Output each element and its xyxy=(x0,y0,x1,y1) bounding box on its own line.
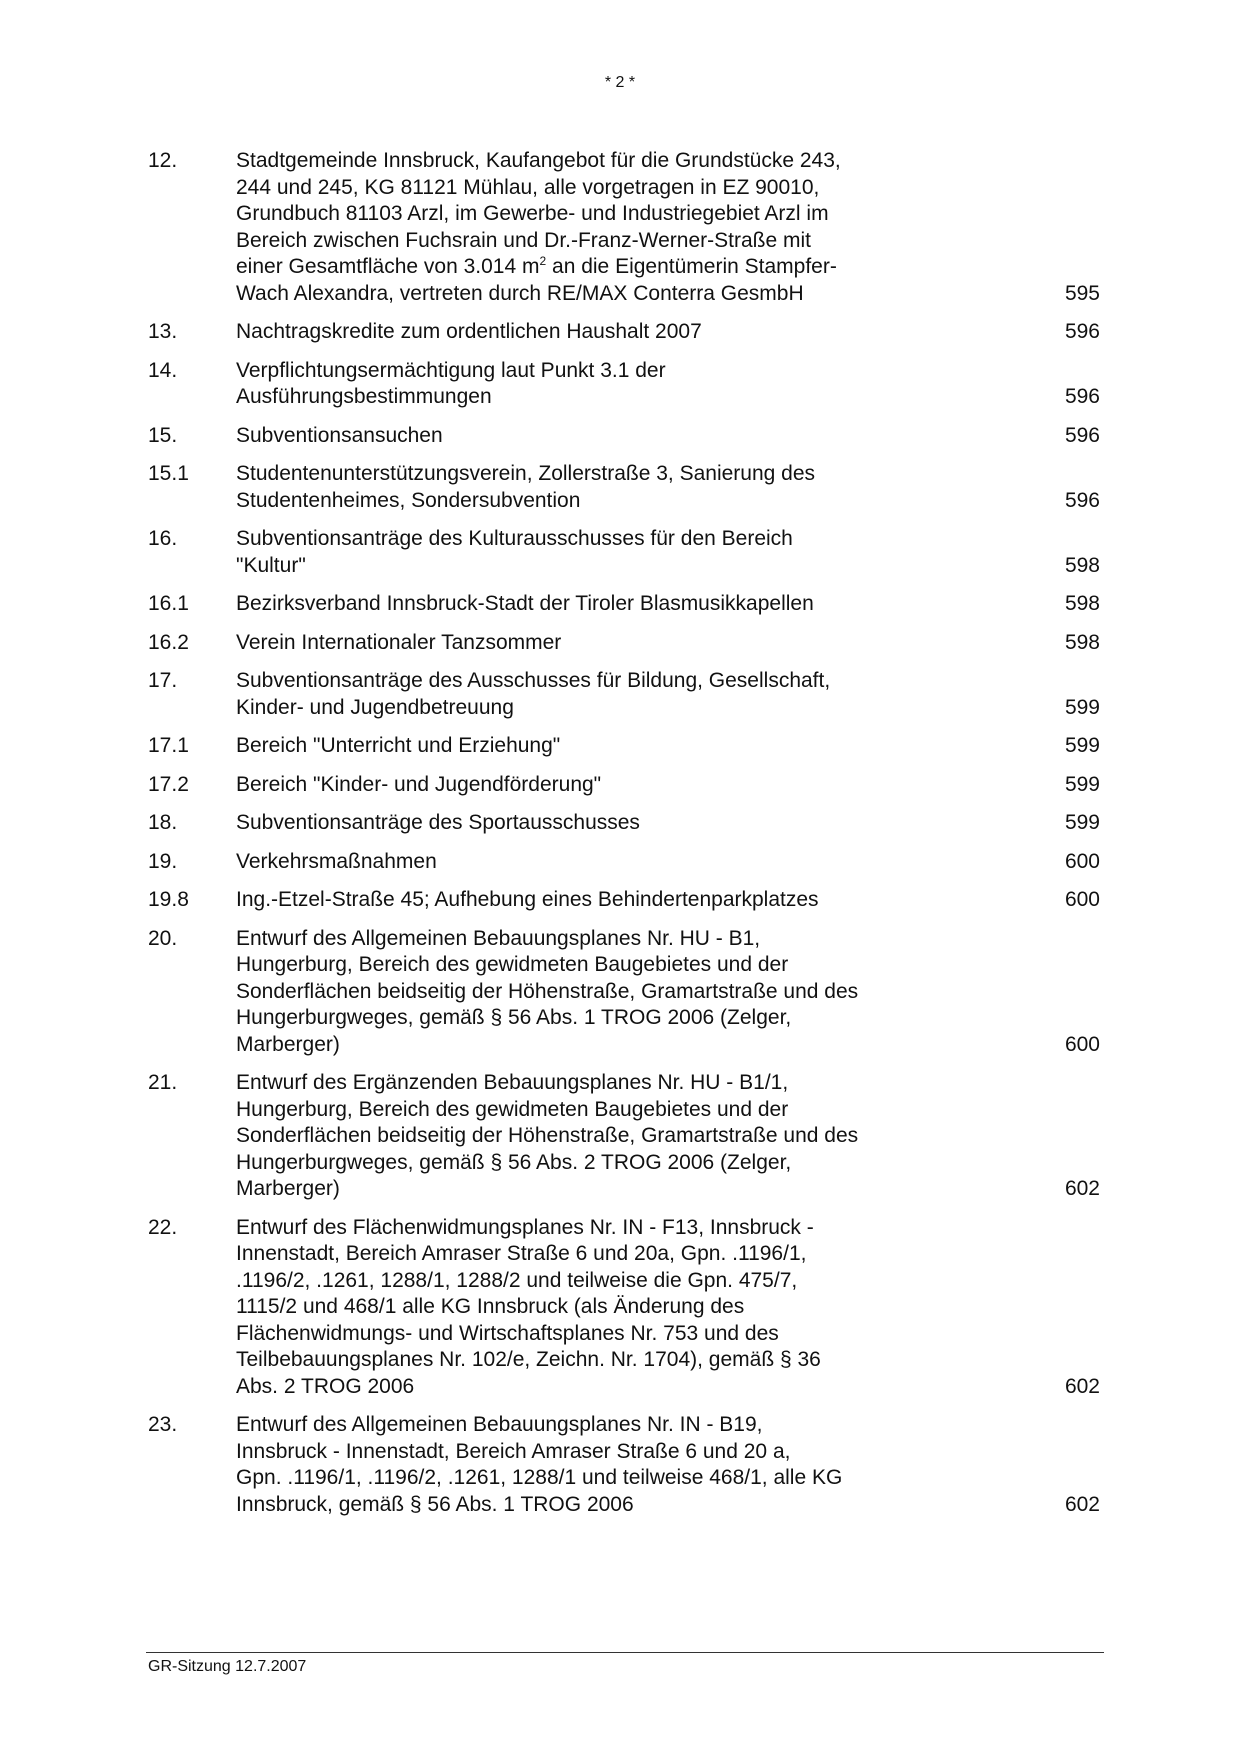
toc-entry-20 xyxy=(148,926,1100,1059)
toc-entry-19 xyxy=(148,849,1100,876)
toc-entry-title xyxy=(236,319,936,346)
toc-entry-line xyxy=(236,254,936,281)
toc-entry-line: 1115/2 und 468/1 alle KG Innsbruck (als Änderung des xyxy=(236,1295,745,1318)
toc-entry-16-2 xyxy=(148,630,1100,657)
toc-entry-page: 598 xyxy=(1064,553,1100,577)
toc-entry-16 xyxy=(148,526,1100,579)
toc-entry-page: 602 xyxy=(1064,1177,1100,1200)
toc-entry-15 xyxy=(148,423,1100,450)
toc-entry-title xyxy=(236,668,936,721)
toc-entry-line: Wach Alexandra, vertreten durch RE/MAX Conterra GesmbH xyxy=(236,281,804,305)
toc-entry-17-1 xyxy=(148,733,1100,760)
toc-entry-title xyxy=(236,423,936,450)
area-text: einer Gesamtfläche von 3.014 m xyxy=(236,255,540,278)
toc-entry-line: Innsbruck - Innenstadt, Bereich Amraser Straße 6 und 20 a, xyxy=(236,1439,791,1463)
toc-entry-line: Marberger) xyxy=(236,1177,340,1200)
toc-entry-line: Bezirksverband Innsbruck-Stadt der Tiroler Blasmusikkapellen xyxy=(236,592,814,615)
toc-entry-number: 15.1 xyxy=(148,462,189,485)
toc-entry-line: Entwurf des Allgemeinen Bebauungsplanes Nr. IN - B19, xyxy=(236,1413,763,1436)
toc-entry-15-1 xyxy=(148,461,1100,514)
toc-entry-number: 17.1 xyxy=(148,734,189,757)
table-of-contents xyxy=(148,148,1100,1530)
toc-entry-title xyxy=(236,148,936,307)
toc-entry-number: 23. xyxy=(148,1413,178,1436)
toc-entry-title xyxy=(236,1070,936,1203)
toc-entry-line: Ausführungsbestimmungen xyxy=(236,385,492,408)
toc-entry-line: Flächenwidmungs- und Wirtschaftsplanes Nr. 753 und des xyxy=(236,1321,779,1345)
toc-entry-title xyxy=(236,526,936,579)
toc-entry-line: Studentenheimes, Sondersubvention xyxy=(236,488,581,512)
toc-entry-line: Bereich "Kinder- und Jugendförderung" xyxy=(236,772,602,796)
toc-entry-number: 14. xyxy=(148,358,178,382)
toc-entry-title xyxy=(236,810,936,837)
toc-entry-number: 22. xyxy=(148,1215,178,1239)
toc-entry-line: Ing.-Etzel-Straße 45; Aufhebung eines Behindertenparkplatzes xyxy=(236,888,819,911)
toc-entry-page: 599 xyxy=(1064,695,1100,719)
toc-entry-page: 599 xyxy=(1064,772,1100,796)
toc-entry-number: 21. xyxy=(148,1071,178,1094)
toc-entry-page: 600 xyxy=(1064,849,1100,873)
toc-entry-line: Verkehrsmaßnahmen xyxy=(236,849,437,873)
toc-entry-18 xyxy=(148,810,1100,837)
toc-entry-number: 16. xyxy=(148,527,178,550)
toc-entry-line: Hungerburgweges, gemäß § 56 Abs. 2 TROG 2006 (Zelger, xyxy=(236,1150,792,1174)
toc-entry-page: 596 xyxy=(1064,423,1100,447)
toc-entry-22 xyxy=(148,1215,1100,1401)
toc-entry-line: Nachtragskredite zum ordentlichen Haushalt 2007 xyxy=(236,320,702,343)
toc-entry-line: Bereich zwischen Fuchsrain und Dr.-Franz-Werner-Straße mit xyxy=(236,228,811,252)
toc-entry-number: 17.2 xyxy=(148,772,189,796)
toc-entry-page: 599 xyxy=(1064,734,1100,757)
toc-entry-line: Sonderflächen beidseitig der Höhenstraße, Gramartstraße und des xyxy=(236,1124,859,1147)
toc-entry-page: 596 xyxy=(1064,488,1100,512)
toc-entry-line: Subventionsansuchen xyxy=(236,423,443,447)
toc-entry-number: 18. xyxy=(148,811,178,834)
toc-entry-title xyxy=(236,772,936,799)
toc-entry-line: Entwurf des Flächenwidmungsplanes Nr. IN - F13, Innsbruck - xyxy=(236,1215,814,1239)
toc-entry-line: Studentenunterstützungsverein, Zollerstraße 3, Sanierung des xyxy=(236,462,816,485)
toc-entry-title xyxy=(236,849,936,876)
toc-entry-line: Teilbebauungsplanes Nr. 102/e, Zeichn. Nr. 1704), gemäß § 36 xyxy=(236,1348,821,1371)
toc-entry-number: 19. xyxy=(148,849,178,873)
toc-entry-page: 596 xyxy=(1064,320,1100,343)
toc-entry-page: 600 xyxy=(1064,888,1100,911)
toc-entry-number: 20. xyxy=(148,926,178,950)
toc-entry-19-8 xyxy=(148,887,1100,914)
toc-entry-13 xyxy=(148,319,1100,346)
toc-entry-page: 598 xyxy=(1064,592,1100,615)
toc-entry-page: 602 xyxy=(1064,1492,1100,1516)
toc-entry-line: Entwurf des Allgemeinen Bebauungsplanes Nr. HU - B1, xyxy=(236,926,761,950)
toc-entry-page: 602 xyxy=(1064,1374,1100,1398)
footer-session-date: GR-Sitzung 12.7.2007 xyxy=(148,1658,307,1675)
toc-entry-title xyxy=(236,1215,936,1401)
page-number-header: * 2 * xyxy=(604,74,636,91)
toc-entry-line: Gpn. .1196/1, .1196/2, .1261, 1288/1 und teilweise 468/1, alle KG xyxy=(236,1466,843,1489)
toc-entry-line: Subventionsanträge des Sportausschusses xyxy=(236,811,640,834)
toc-entry-line: Innenstadt, Bereich Amraser Straße 6 und 20a, Gpn. .1196/1, xyxy=(236,1242,807,1265)
toc-entry-page: 595 xyxy=(1064,281,1100,305)
toc-entry-line: 244 und 245, KG 81121 Mühlau, alle vorgetragen in EZ 90010, xyxy=(236,175,820,199)
toc-entry-number: 17. xyxy=(148,669,178,692)
toc-entry-line: .1196/2, .1261, 1288/1, 1288/2 und teilweise die Gpn. 475/7, xyxy=(236,1268,798,1292)
toc-entry-title xyxy=(236,1412,936,1518)
toc-entry-line: Grundbuch 81103 Arzl, im Gewerbe- und Industriegebiet Arzl im xyxy=(236,202,829,225)
toc-entry-title xyxy=(236,591,936,618)
area-superscript: 2 xyxy=(539,254,547,268)
toc-entry-14 xyxy=(148,358,1100,411)
toc-entry-page: 596 xyxy=(1064,385,1100,408)
toc-entry-line: Innsbruck, gemäß § 56 Abs. 1 TROG 2006 xyxy=(236,1492,634,1516)
toc-entry-16-1 xyxy=(148,591,1100,618)
toc-entry-line: Kinder- und Jugendbetreuung xyxy=(236,695,514,719)
toc-entry-title xyxy=(236,733,936,760)
toc-entry-title xyxy=(236,461,936,514)
toc-entry-17 xyxy=(148,668,1100,721)
toc-entry-number: 19.8 xyxy=(148,888,189,911)
toc-entry-title xyxy=(236,887,936,914)
toc-entry-line: Verpflichtungsermächtigung laut Punkt 3.1 der xyxy=(236,358,666,382)
toc-entry-line: Sonderflächen beidseitig der Höhenstraße, Gramartstraße und des xyxy=(236,979,859,1003)
toc-entry-line: Entwurf des Ergänzenden Bebauungsplanes Nr. HU - B1/1, xyxy=(236,1071,789,1094)
toc-entry-line: "Kultur" xyxy=(236,553,306,577)
toc-entry-21 xyxy=(148,1070,1100,1203)
toc-entry-line: Verein Internationaler Tanzsommer xyxy=(236,630,562,654)
toc-entry-page: 600 xyxy=(1064,1032,1100,1056)
toc-entry-title xyxy=(236,358,936,411)
toc-entry-line: Hungerburgweges, gemäß § 56 Abs. 1 TROG 2006 (Zelger, xyxy=(236,1006,792,1029)
toc-entry-23 xyxy=(148,1412,1100,1518)
toc-entry-number: 15. xyxy=(148,423,178,447)
toc-entry-line: Subventionsanträge des Kulturausschusses für den Bereich xyxy=(236,527,793,550)
toc-entry-17-2 xyxy=(148,772,1100,799)
footer-divider xyxy=(146,1652,1104,1653)
toc-entry-page: 599 xyxy=(1064,811,1100,834)
toc-entry-line: Hungerburg, Bereich des gewidmeten Baugebietes und der xyxy=(236,1097,789,1121)
toc-entry-line: Stadtgemeinde Innsbruck, Kaufangebot für die Grundstücke 243, xyxy=(236,149,841,172)
toc-entry-page: 598 xyxy=(1064,630,1100,654)
toc-entry-line: Marberger) xyxy=(236,1032,340,1056)
toc-entry-number: 12. xyxy=(148,149,178,172)
area-text-suffix: an die Eigentümerin Stampfer- xyxy=(546,255,837,278)
toc-entry-line: Abs. 2 TROG 2006 xyxy=(236,1374,415,1398)
toc-entry-number: 16.2 xyxy=(148,630,189,654)
toc-entry-number: 16.1 xyxy=(148,592,189,615)
toc-entry-number: 13. xyxy=(148,320,178,343)
toc-entry-line: Bereich "Unterricht und Erziehung" xyxy=(236,734,561,757)
toc-entry-line: Hungerburg, Bereich des gewidmeten Baugebietes und der xyxy=(236,953,789,976)
toc-entry-title xyxy=(236,630,936,657)
toc-entry-12 xyxy=(148,148,1100,307)
toc-entry-line: Subventionsanträge des Ausschusses für Bildung, Gesellschaft, xyxy=(236,669,831,692)
toc-entry-title xyxy=(236,926,936,1059)
